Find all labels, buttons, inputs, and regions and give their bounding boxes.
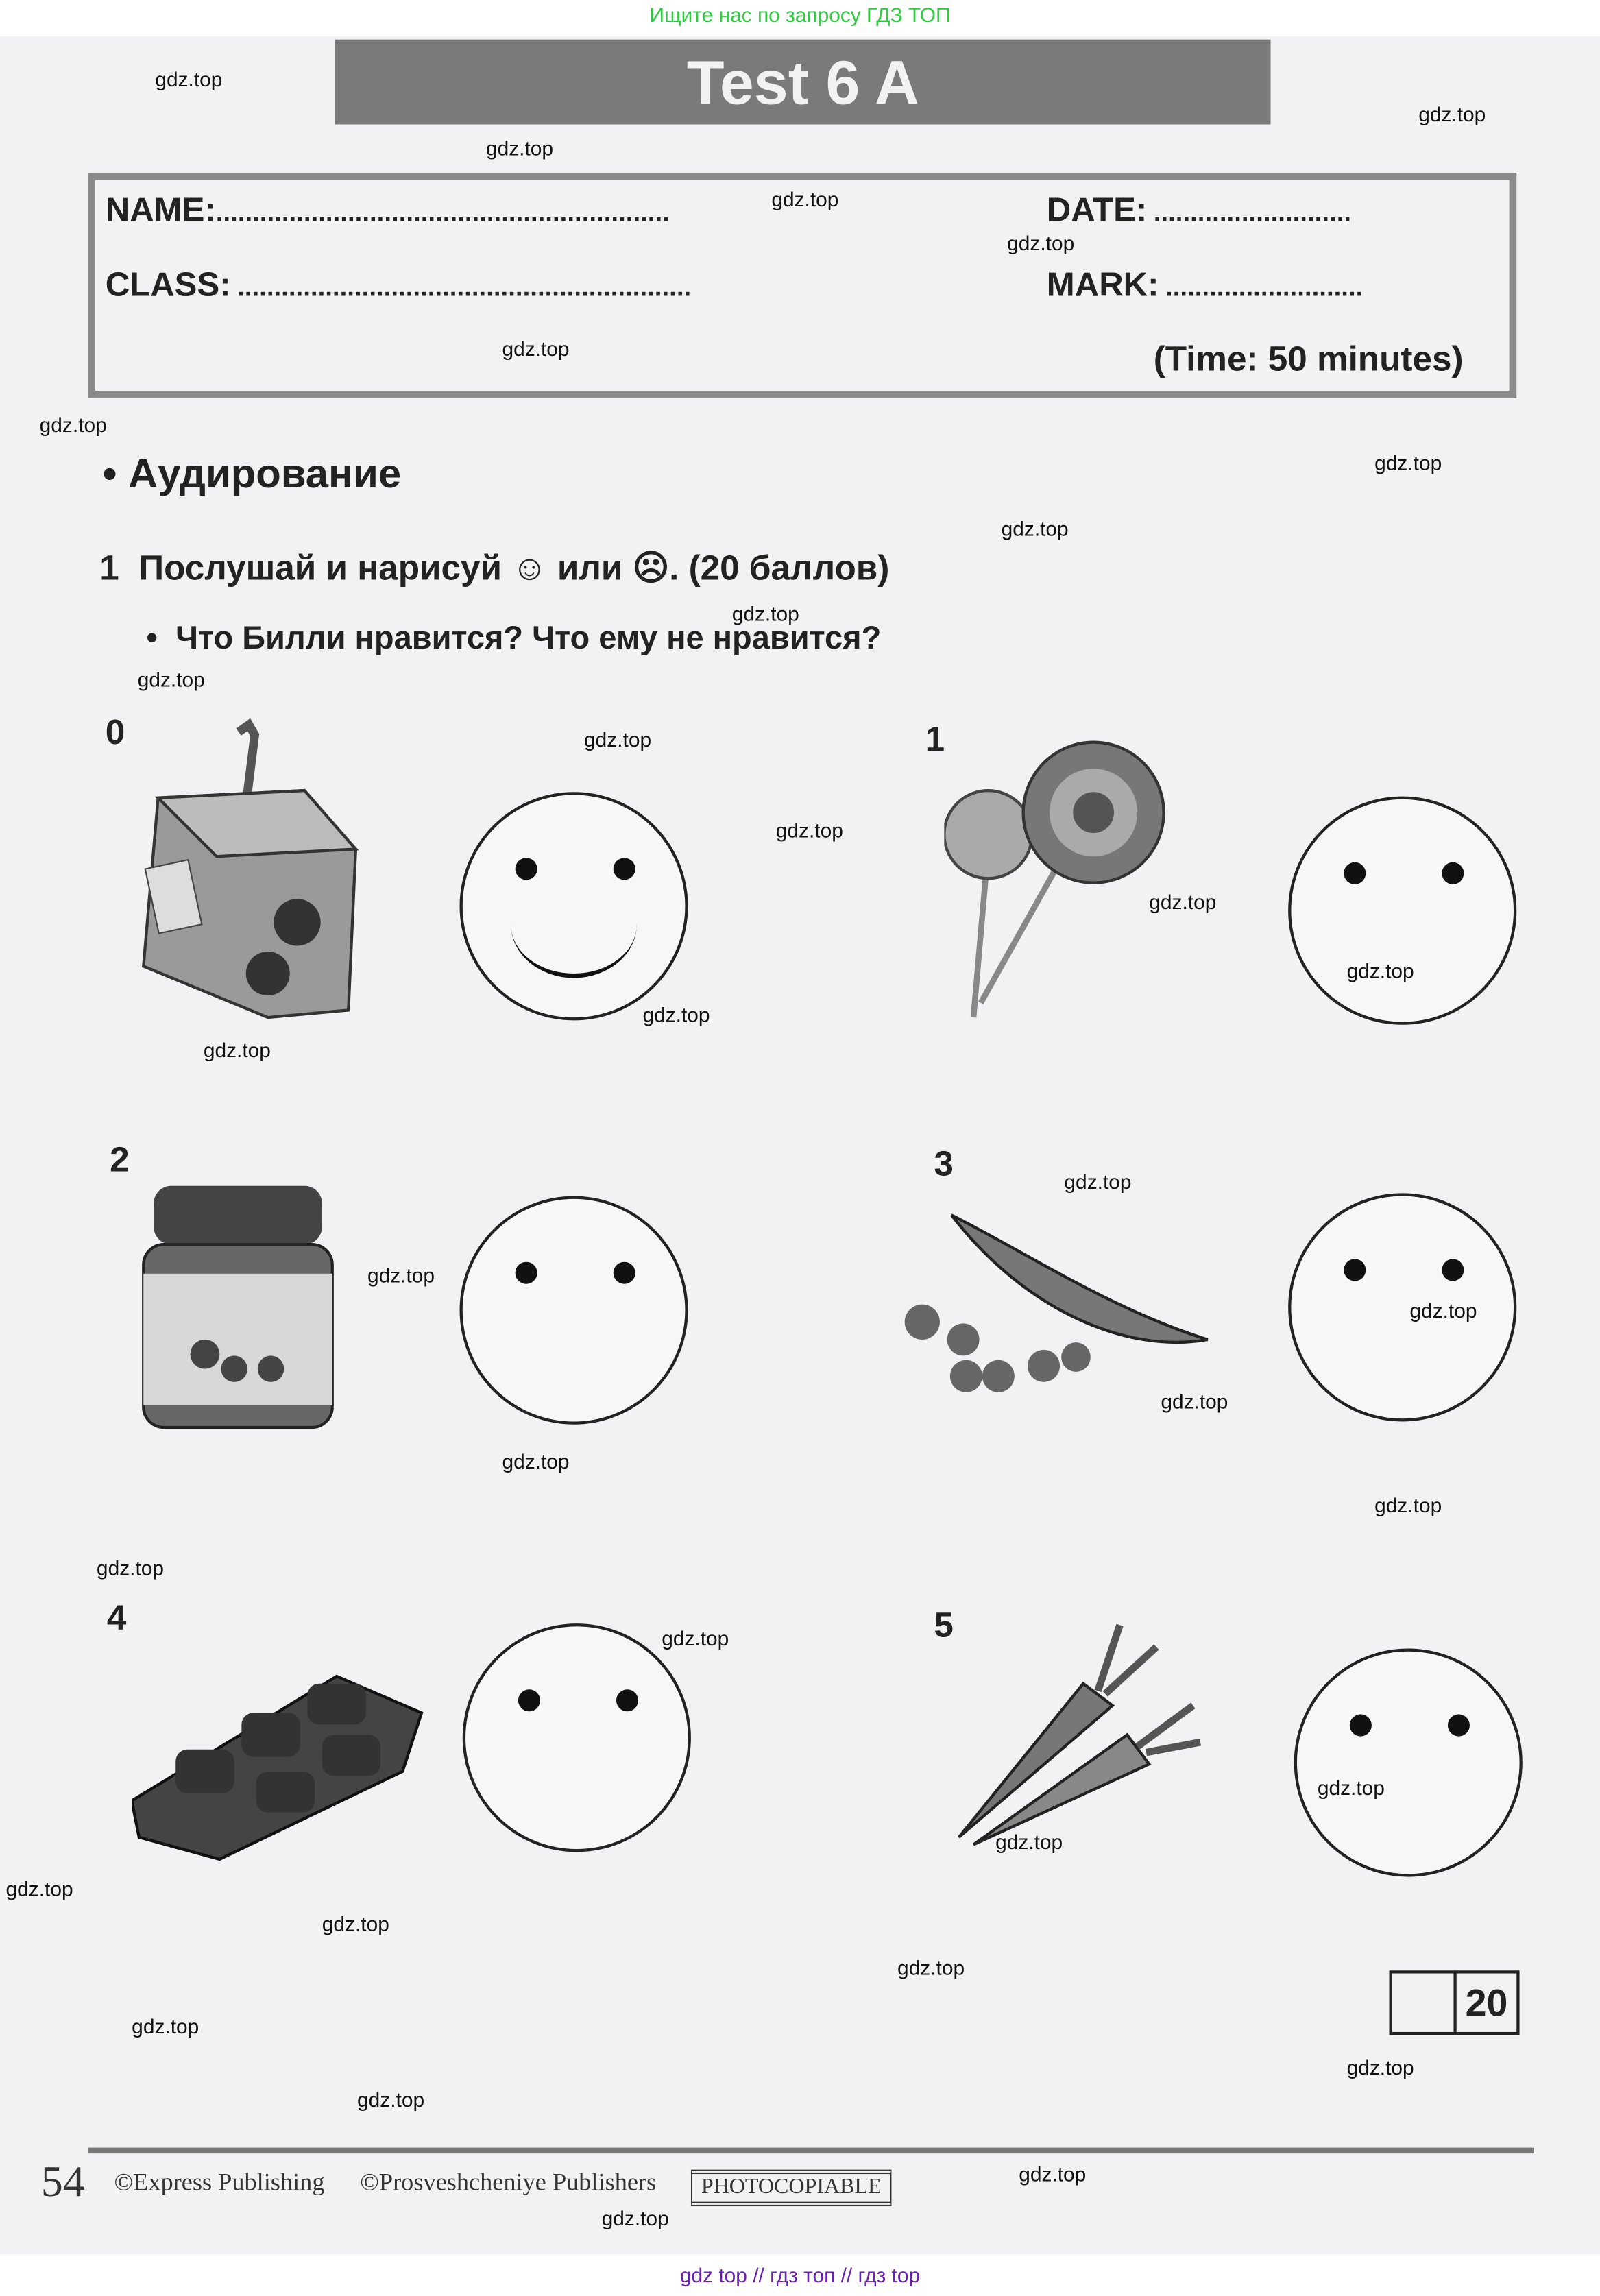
watermark-text: gdz.top xyxy=(731,601,799,625)
watermark-text: gdz.top xyxy=(1317,1776,1385,1800)
task-number: 1 xyxy=(99,548,119,589)
class-label: CLASS: xyxy=(105,265,231,304)
eye xyxy=(616,1689,638,1711)
question-text: Что Билли нравится? Что ему не нравится? xyxy=(175,619,882,656)
watermark-text: gdz.top xyxy=(1007,231,1075,255)
eye xyxy=(614,1262,635,1284)
watermark-text: gdz.top xyxy=(132,2014,199,2038)
smiley-face-answer[interactable] xyxy=(460,792,688,1020)
lollipops-picture xyxy=(944,739,1178,1032)
carrots-picture xyxy=(944,1618,1207,1852)
watermark-text: gdz.top xyxy=(1001,516,1069,540)
date-dots: ........................... xyxy=(1153,197,1352,227)
publisher-express: ©Express Publishing xyxy=(114,2168,325,2197)
eye xyxy=(1442,862,1464,884)
eye xyxy=(518,1689,540,1711)
eye xyxy=(1448,1715,1470,1737)
watermark-text: gdz.top xyxy=(485,136,554,160)
watermark-text: gdz.top xyxy=(1374,450,1442,474)
blank-face-answer[interactable] xyxy=(1288,1193,1516,1421)
watermark-text: gdz.top xyxy=(1409,1298,1477,1322)
watermark-text: gdz.top xyxy=(584,727,652,751)
item-number: 5 xyxy=(934,1606,954,1646)
watermark-text: gdz.top xyxy=(662,1626,729,1650)
page-number: 54 xyxy=(40,2158,85,2207)
blank-face-answer[interactable] xyxy=(1294,1648,1523,1876)
blank-face-answer[interactable] xyxy=(463,1623,691,1852)
score-box xyxy=(1389,1970,1519,2035)
date-field xyxy=(1047,191,1351,230)
task-heading xyxy=(99,548,889,590)
eye xyxy=(516,1262,537,1284)
watermark-text: gdz.top xyxy=(203,1037,271,1062)
watermark-text: gdz.top xyxy=(1374,1493,1442,1517)
item-number: 2 xyxy=(110,1140,130,1181)
watermark-text: gdz.top xyxy=(96,1556,165,1580)
watermark-text: gdz.top xyxy=(995,1830,1063,1854)
chocolate-bar-picture xyxy=(132,1669,424,1866)
score-input-cell[interactable] xyxy=(1392,1974,1457,2032)
watermark-text: gdz.top xyxy=(642,1002,710,1026)
watermark-text: gdz.top xyxy=(1149,890,1217,914)
section-title: Аудирование xyxy=(128,450,402,496)
task-text: Послушай и нарисуй ☺ или ☹. (20 баллов) xyxy=(138,548,890,589)
watermark-text: gdz.top xyxy=(1418,102,1486,126)
date-label: DATE: xyxy=(1046,190,1148,229)
score-max: 20 xyxy=(1465,1981,1508,2025)
name-label: NAME: xyxy=(105,190,216,229)
watermark-text: gdz.top xyxy=(771,187,839,211)
name-field xyxy=(106,191,670,230)
watermark-text: gdz.top xyxy=(1346,958,1414,982)
jam-jar-picture xyxy=(139,1186,337,1435)
publisher-prosveshcheniye: ©Prosveshcheniye Publishers xyxy=(360,2168,657,2197)
smile-mouth xyxy=(511,871,637,978)
eye xyxy=(1350,1715,1372,1737)
watermark-text: gdz.top xyxy=(137,667,205,691)
blank-face-answer[interactable] xyxy=(460,1196,688,1425)
item-number: 4 xyxy=(106,1598,127,1639)
footer-divider xyxy=(88,2148,1534,2154)
item-number: 1 xyxy=(925,720,945,760)
bullet: • xyxy=(102,450,117,496)
watermark-text: gdz.top xyxy=(1064,1170,1132,1194)
watermark-text: gdz.top xyxy=(322,1911,389,1935)
blank-face-answer[interactable] xyxy=(1288,797,1516,1025)
watermark-text: gdz.top xyxy=(502,337,570,361)
section-heading xyxy=(102,451,401,498)
item-number: 0 xyxy=(105,712,125,753)
eye xyxy=(1442,1259,1464,1281)
juice-box-picture xyxy=(129,717,363,1032)
class-dots: .............................................................. xyxy=(237,272,692,302)
photocopiable-badge: PHOTOCOPIABLE xyxy=(691,2170,892,2206)
search-hint-banner: Ищите нас по запросу ГДЗ ТОП xyxy=(649,3,951,27)
watermark-text: gdz.top xyxy=(1346,2055,1414,2079)
mark-field xyxy=(1047,265,1363,305)
eye xyxy=(1344,1259,1366,1281)
watermark-text: gdz.top xyxy=(1019,2162,1087,2186)
name-dots: .............................................................. xyxy=(215,197,670,227)
watermark-text: gdz.top xyxy=(357,2088,425,2112)
watermark-text: gdz.top xyxy=(39,413,107,437)
watermark-text: gdz.top xyxy=(897,1955,965,1980)
watermark-text: gdz.top xyxy=(775,818,843,842)
eye xyxy=(1344,862,1366,884)
watermark-text: gdz.top xyxy=(1161,1389,1228,1413)
mark-label: MARK: xyxy=(1046,265,1159,304)
item-number: 3 xyxy=(934,1144,954,1185)
bullet: • xyxy=(146,619,158,656)
watermark-text: gdz.top xyxy=(502,1449,570,1473)
test-title: Test 6 A xyxy=(335,40,1271,125)
watermark-text: gdz.top xyxy=(5,1876,73,1900)
watermark-text: gdz.top xyxy=(155,67,223,91)
mark-dots: ........................... xyxy=(1165,272,1363,302)
time-limit: (Time: 50 minutes) xyxy=(1153,339,1464,380)
watermark-text: gdz.top xyxy=(601,2206,669,2230)
class-field xyxy=(106,265,691,305)
peas-picture xyxy=(893,1193,1259,1405)
watermark-text: gdz.top xyxy=(367,1263,435,1288)
bottom-banner: gdz top // гдз топ // гдз top xyxy=(679,2263,921,2287)
